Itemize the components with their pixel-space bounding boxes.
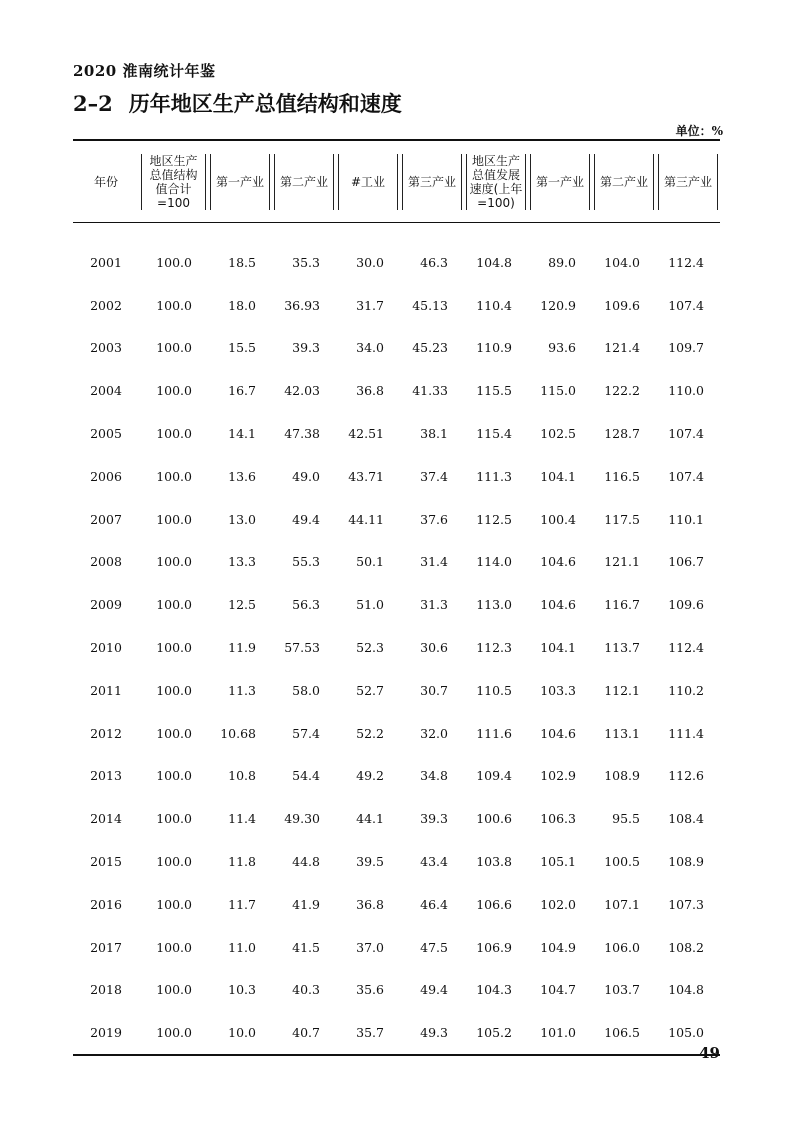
year-cell: 2008 — [90, 554, 122, 570]
value-cell: 102.5 — [540, 426, 576, 442]
column-header — [139, 141, 208, 223]
value-cell: 107.4 — [668, 426, 704, 442]
table-row — [73, 969, 720, 1012]
value-cell: 43.71 — [348, 468, 384, 484]
table-row — [73, 926, 720, 969]
table-title-text: 历年地区生产总值结构和速度 — [128, 91, 402, 116]
value-cell: 51.0 — [356, 597, 384, 613]
value-cell: 104.6 — [540, 597, 576, 613]
value-cell: 18.0 — [228, 297, 256, 313]
year-cell: 2004 — [90, 383, 122, 399]
value-cell: 49.4 — [420, 982, 448, 998]
value-cell: 45.23 — [412, 340, 448, 356]
value-cell: 111.6 — [476, 725, 512, 741]
value-cell: 49.30 — [284, 811, 320, 827]
value-cell: 44.1 — [356, 811, 384, 827]
value-cell: 104.3 — [476, 982, 512, 998]
column-header-label: 第三产业 — [658, 154, 718, 210]
value-cell: 13.6 — [228, 468, 256, 484]
value-cell: 116.7 — [604, 597, 640, 613]
value-cell: 122.2 — [604, 383, 640, 399]
value-cell: 100.0 — [156, 511, 192, 527]
table-row — [73, 369, 720, 412]
value-cell: 107.3 — [668, 896, 704, 912]
column-header — [208, 141, 272, 223]
value-cell: 111.4 — [668, 725, 704, 741]
value-cell: 31.4 — [420, 554, 448, 570]
value-cell: 104.0 — [604, 254, 640, 270]
year-cell: 2010 — [90, 640, 122, 656]
year-cell: 2009 — [90, 597, 122, 613]
year-cell: 2019 — [90, 1025, 122, 1041]
column-header — [272, 141, 336, 223]
value-cell: 105.2 — [476, 1025, 512, 1041]
value-cell: 11.4 — [228, 811, 256, 827]
table-header — [73, 141, 720, 223]
value-cell: 11.9 — [228, 640, 256, 656]
value-cell: 104.9 — [540, 939, 576, 955]
value-cell: 31.7 — [356, 297, 384, 313]
value-cell: 52.3 — [356, 640, 384, 656]
year-cell: 2005 — [90, 426, 122, 442]
year-cell: 2017 — [90, 939, 122, 955]
year-cell: 2014 — [90, 811, 122, 827]
value-cell: 100.0 — [156, 468, 192, 484]
value-cell: 34.8 — [420, 768, 448, 784]
table-title — [73, 88, 402, 118]
value-cell: 100.0 — [156, 768, 192, 784]
year-cell: 2011 — [90, 682, 122, 698]
value-cell: 110.4 — [476, 297, 512, 313]
value-cell: 10.68 — [220, 725, 256, 741]
value-cell: 57.53 — [284, 640, 320, 656]
value-cell: 104.1 — [540, 640, 576, 656]
value-cell: 100.0 — [156, 1025, 192, 1041]
value-cell: 108.9 — [668, 854, 704, 870]
value-cell: 117.5 — [604, 511, 640, 527]
value-cell: 47.38 — [284, 426, 320, 442]
value-cell: 104.6 — [540, 554, 576, 570]
column-header — [336, 141, 400, 223]
column-header-label: #工业 — [338, 154, 398, 210]
table-number: 2–2 — [73, 91, 113, 116]
value-cell: 104.8 — [476, 254, 512, 270]
value-cell: 115.4 — [476, 426, 512, 442]
value-cell: 44.8 — [292, 854, 320, 870]
table-row — [73, 284, 720, 327]
value-cell: 100.0 — [156, 597, 192, 613]
year-cell: 2003 — [90, 340, 122, 356]
value-cell: 52.2 — [356, 725, 384, 741]
table-row — [73, 840, 720, 883]
value-cell: 18.5 — [228, 254, 256, 270]
value-cell: 100.6 — [476, 811, 512, 827]
value-cell: 41.9 — [292, 896, 320, 912]
value-cell: 128.7 — [604, 426, 640, 442]
value-cell: 37.6 — [420, 511, 448, 527]
value-cell: 46.3 — [420, 254, 448, 270]
value-cell: 44.11 — [348, 511, 384, 527]
value-cell: 104.1 — [540, 468, 576, 484]
value-cell: 95.5 — [612, 811, 640, 827]
value-cell: 116.5 — [604, 468, 640, 484]
value-cell: 107.4 — [668, 468, 704, 484]
value-cell: 47.5 — [420, 939, 448, 955]
value-cell: 10.3 — [228, 982, 256, 998]
value-cell: 54.4 — [292, 768, 320, 784]
year-cell: 2007 — [90, 511, 122, 527]
value-cell: 110.1 — [668, 511, 704, 527]
column-header-label: 地区生产总值发展速度(上年=100) — [466, 154, 526, 210]
value-cell: 16.7 — [228, 383, 256, 399]
value-cell: 100.0 — [156, 426, 192, 442]
value-cell: 114.0 — [476, 554, 512, 570]
year-cell: 2012 — [90, 725, 122, 741]
value-cell: 13.3 — [228, 554, 256, 570]
value-cell: 41.5 — [292, 939, 320, 955]
table-body — [73, 223, 720, 1055]
value-cell: 43.4 — [420, 854, 448, 870]
value-cell: 106.6 — [476, 896, 512, 912]
value-cell: 38.1 — [420, 426, 448, 442]
value-cell: 40.3 — [292, 982, 320, 998]
year-cell: 2016 — [90, 896, 122, 912]
value-cell: 109.6 — [604, 297, 640, 313]
value-cell: 49.2 — [356, 768, 384, 784]
value-cell: 110.9 — [476, 340, 512, 356]
value-cell: 108.2 — [668, 939, 704, 955]
value-cell: 36.8 — [356, 896, 384, 912]
value-cell: 55.3 — [292, 554, 320, 570]
value-cell: 106.9 — [476, 939, 512, 955]
value-cell: 121.4 — [604, 340, 640, 356]
value-cell: 36.93 — [284, 297, 320, 313]
value-cell: 109.4 — [476, 768, 512, 784]
value-cell: 103.3 — [540, 682, 576, 698]
value-cell: 39.3 — [420, 811, 448, 827]
value-cell: 106.0 — [604, 939, 640, 955]
value-cell: 32.0 — [420, 725, 448, 741]
value-cell: 52.7 — [356, 682, 384, 698]
column-header-year — [73, 141, 139, 223]
year-cell: 2002 — [90, 297, 122, 313]
value-cell: 110.2 — [668, 682, 704, 698]
value-cell: 107.4 — [668, 297, 704, 313]
value-cell: 121.1 — [604, 554, 640, 570]
value-cell: 40.7 — [292, 1025, 320, 1041]
value-cell: 35.7 — [356, 1025, 384, 1041]
value-cell: 50.1 — [356, 554, 384, 570]
running-header: 2020 淮南统计年鉴 — [73, 62, 216, 80]
value-cell: 110.5 — [476, 682, 512, 698]
column-header-label: 第二产业 — [594, 154, 654, 210]
value-cell: 12.5 — [228, 597, 256, 613]
unit-label: 单位：% — [675, 124, 723, 138]
column-header-label: 第二产业 — [274, 154, 334, 210]
value-cell: 107.1 — [604, 896, 640, 912]
value-cell: 11.3 — [228, 682, 256, 698]
value-cell: 100.0 — [156, 640, 192, 656]
value-cell: 106.7 — [668, 554, 704, 570]
value-cell: 108.4 — [668, 811, 704, 827]
value-cell: 106.5 — [604, 1025, 640, 1041]
year-cell: 2006 — [90, 468, 122, 484]
value-cell: 112.1 — [604, 682, 640, 698]
value-cell: 100.0 — [156, 254, 192, 270]
value-cell: 115.5 — [476, 383, 512, 399]
column-header-label: 第一产业 — [210, 154, 270, 210]
value-cell: 42.51 — [348, 426, 384, 442]
value-cell: 37.4 — [420, 468, 448, 484]
table-row — [73, 412, 720, 455]
value-cell: 105.1 — [540, 854, 576, 870]
value-cell: 109.7 — [668, 340, 704, 356]
year-cell: 2001 — [90, 254, 122, 270]
value-cell: 42.03 — [284, 383, 320, 399]
column-header — [592, 141, 656, 223]
value-cell: 104.7 — [540, 982, 576, 998]
value-cell: 103.8 — [476, 854, 512, 870]
value-cell: 110.0 — [668, 383, 704, 399]
value-cell: 115.0 — [540, 383, 576, 399]
value-cell: 10.0 — [228, 1025, 256, 1041]
value-cell: 100.5 — [604, 854, 640, 870]
value-cell: 41.33 — [412, 383, 448, 399]
table-row — [73, 797, 720, 840]
value-cell: 100.0 — [156, 554, 192, 570]
table-row — [73, 455, 720, 498]
value-cell: 102.0 — [540, 896, 576, 912]
value-cell: 89.0 — [548, 254, 576, 270]
value-cell: 49.3 — [420, 1025, 448, 1041]
value-cell: 30.0 — [356, 254, 384, 270]
value-cell: 102.9 — [540, 768, 576, 784]
value-cell: 113.1 — [604, 725, 640, 741]
table-row — [73, 327, 720, 370]
value-cell: 104.6 — [540, 725, 576, 741]
column-header — [400, 141, 464, 223]
value-cell: 10.8 — [228, 768, 256, 784]
value-cell: 100.0 — [156, 939, 192, 955]
table-row — [73, 883, 720, 926]
value-cell: 100.0 — [156, 811, 192, 827]
table-row — [73, 712, 720, 755]
column-header-label: 第三产业 — [402, 154, 462, 210]
value-cell: 35.3 — [292, 254, 320, 270]
value-cell: 36.8 — [356, 383, 384, 399]
table-row — [73, 755, 720, 798]
value-cell: 120.9 — [540, 297, 576, 313]
table-row — [73, 223, 720, 284]
value-cell: 106.3 — [540, 811, 576, 827]
value-cell: 11.7 — [228, 896, 256, 912]
column-header — [528, 141, 592, 223]
table-row — [73, 583, 720, 626]
table-row — [73, 669, 720, 712]
value-cell: 108.9 — [604, 768, 640, 784]
table-row — [73, 1011, 720, 1054]
value-cell: 113.7 — [604, 640, 640, 656]
column-header-label: 地区生产总值结构值合计=100 — [141, 154, 206, 210]
year-cell: 2018 — [90, 982, 122, 998]
value-cell: 39.3 — [292, 340, 320, 356]
value-cell: 111.3 — [476, 468, 512, 484]
value-cell: 104.8 — [668, 982, 704, 998]
value-cell: 100.0 — [156, 854, 192, 870]
value-cell: 11.0 — [228, 939, 256, 955]
page-number: 49 — [699, 1044, 720, 1062]
value-cell: 31.3 — [420, 597, 448, 613]
statistics-table — [73, 139, 720, 1056]
value-cell: 100.0 — [156, 896, 192, 912]
value-cell: 112.5 — [476, 511, 512, 527]
value-cell: 112.4 — [668, 640, 704, 656]
column-header-label: 年份 — [93, 174, 118, 189]
value-cell: 15.5 — [228, 340, 256, 356]
value-cell: 37.0 — [356, 939, 384, 955]
value-cell: 13.0 — [228, 511, 256, 527]
value-cell: 112.4 — [668, 254, 704, 270]
value-cell: 46.4 — [420, 896, 448, 912]
value-cell: 101.0 — [540, 1025, 576, 1041]
value-cell: 100.0 — [156, 682, 192, 698]
value-cell: 100.0 — [156, 383, 192, 399]
value-cell: 58.0 — [292, 682, 320, 698]
table-row — [73, 541, 720, 584]
value-cell: 100.0 — [156, 982, 192, 998]
value-cell: 34.0 — [356, 340, 384, 356]
value-cell: 103.7 — [604, 982, 640, 998]
year-cell: 2015 — [90, 854, 122, 870]
value-cell: 49.4 — [292, 511, 320, 527]
value-cell: 93.6 — [548, 340, 576, 356]
value-cell: 14.1 — [228, 426, 256, 442]
year-cell: 2013 — [90, 768, 122, 784]
value-cell: 112.6 — [668, 768, 704, 784]
value-cell: 109.6 — [668, 597, 704, 613]
table-row — [73, 498, 720, 541]
value-cell: 11.8 — [228, 854, 256, 870]
value-cell: 45.13 — [412, 297, 448, 313]
table-row — [73, 626, 720, 669]
value-cell: 57.4 — [292, 725, 320, 741]
value-cell: 113.0 — [476, 597, 512, 613]
value-cell: 39.5 — [356, 854, 384, 870]
value-cell: 49.0 — [292, 468, 320, 484]
value-cell: 30.6 — [420, 640, 448, 656]
value-cell: 35.6 — [356, 982, 384, 998]
value-cell: 56.3 — [292, 597, 320, 613]
value-cell: 100.0 — [156, 340, 192, 356]
value-cell: 100.4 — [540, 511, 576, 527]
value-cell: 100.0 — [156, 297, 192, 313]
value-cell: 105.0 — [668, 1025, 704, 1041]
value-cell: 112.3 — [476, 640, 512, 656]
column-header — [656, 141, 720, 223]
column-header-label: 第一产业 — [530, 154, 590, 210]
value-cell: 100.0 — [156, 725, 192, 741]
value-cell: 30.7 — [420, 682, 448, 698]
column-header — [464, 141, 528, 223]
